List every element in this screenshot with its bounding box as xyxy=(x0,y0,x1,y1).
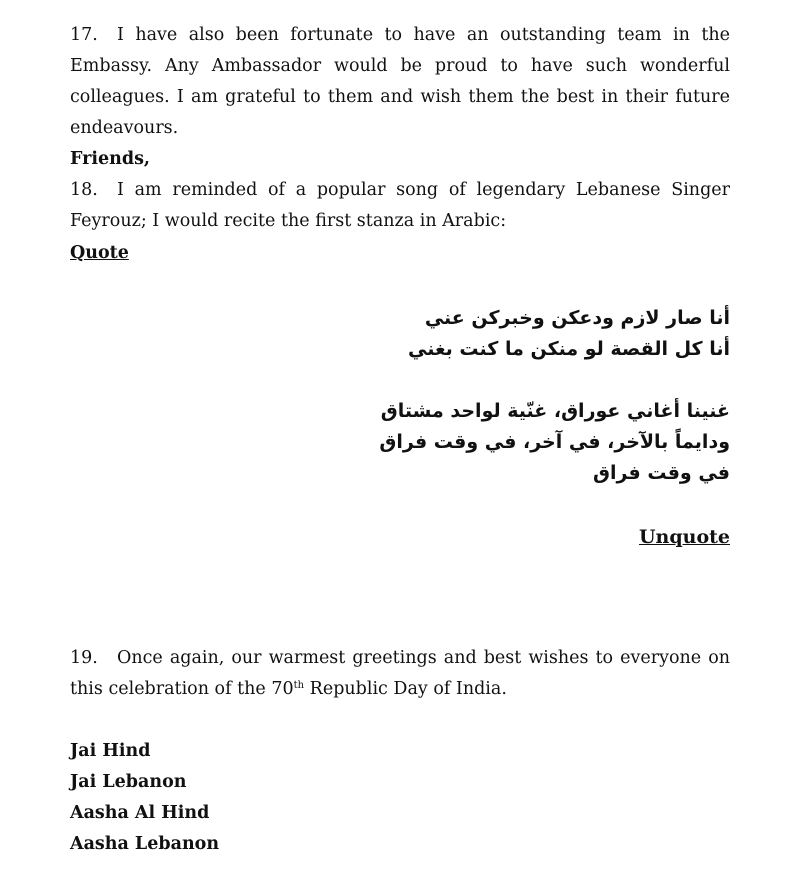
paragraph-text-end: Republic Day of India. xyxy=(304,679,507,699)
arabic-line: أنا صار لازم ودعكن وخبركن عني xyxy=(424,307,730,329)
closing-line: Aasha Lebanon xyxy=(70,834,220,854)
paragraph-18 xyxy=(70,175,730,237)
ordinal-superscript: th xyxy=(293,680,305,691)
arabic-stanza-2 xyxy=(70,396,730,489)
salutation: Friends, xyxy=(70,149,151,169)
closing-line: Aasha Al Hind xyxy=(70,803,210,823)
paragraph-number: 17. xyxy=(70,25,98,45)
closing-block xyxy=(70,736,730,860)
paragraph-text: I have also been fortunate to have an outstanding team in the Embassy. Any Ambassador would be proud to have such wonderful colleagues. I am grateful to them and wish them the best in their future endeavours. xyxy=(70,25,730,138)
arabic-line: في وقت فراق xyxy=(592,462,730,484)
paragraph-number: 19. xyxy=(70,648,98,668)
paragraph-number: 18. xyxy=(70,180,98,200)
paragraph-19 xyxy=(70,643,730,705)
arabic-line: ودايماً بالآخر، في آخر، في وقت فراق xyxy=(379,431,730,453)
arabic-line: أنا كل القصة لو منكن ما كنت بغني xyxy=(407,338,730,360)
paragraph-17 xyxy=(70,20,730,144)
unquote-label: Unquote xyxy=(638,526,730,548)
paragraph-text: I am reminded of a popular song of legendary Lebanese Singer Feyrouz; I would recite the first stanza in Arabic: xyxy=(70,180,730,231)
quote-label: Quote xyxy=(70,243,129,263)
arabic-line: غنينا أغاني عوراق، غنّية لواحد مشتاق xyxy=(380,400,730,422)
paragraph-text: Once again, our warmest greetings and best wishes to everyone on this celebration of the 70 xyxy=(70,648,730,699)
arabic-stanza-1 xyxy=(70,303,730,365)
closing-line: Jai Lebanon xyxy=(70,772,187,792)
closing-line: Jai Hind xyxy=(70,741,151,761)
